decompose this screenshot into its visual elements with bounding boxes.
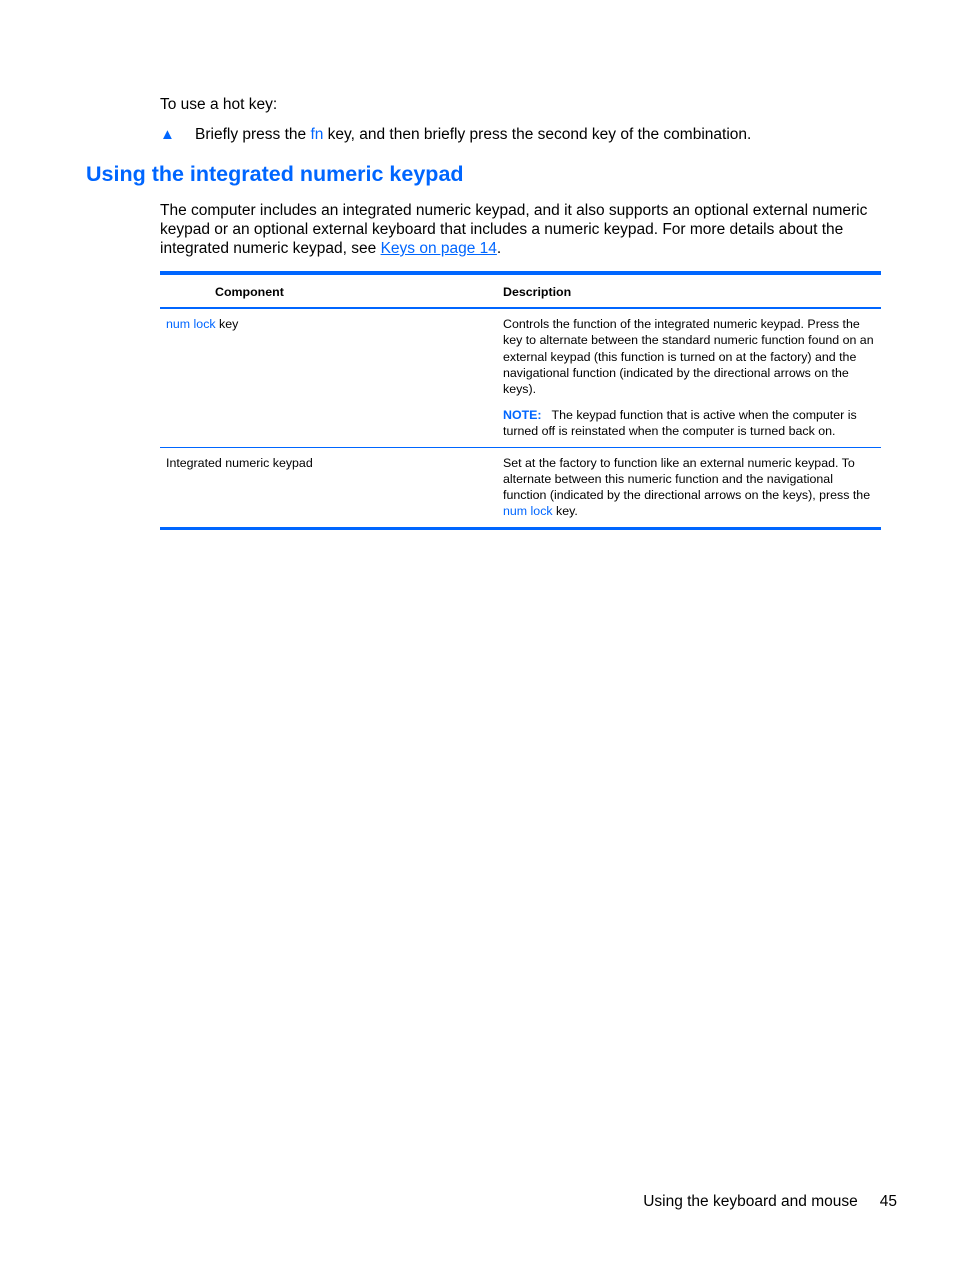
paragraph-end: .: [496, 240, 502, 257]
step-text: [195, 125, 751, 144]
component-table: [160, 271, 881, 530]
num-lock-key-label-2: num lock: [503, 504, 553, 519]
paragraph-text: The computer includes an integrated numeric keypad, and it also supports an optional external numeric keypad or an optional external keyboard that includes a numeric keypad. For more details about the integrated numeric keypad, see: [160, 202, 868, 257]
footer-section: Using the keyboard and mouse: [643, 1193, 858, 1210]
row1-component: [160, 308, 497, 447]
keys-page-link[interactable]: Keys on page 14: [380, 240, 497, 257]
page-number: 45: [879, 1193, 897, 1210]
header-component: Component: [160, 273, 497, 308]
fn-key-label: fn: [310, 126, 324, 143]
note-block: [503, 407, 875, 439]
table-row: [160, 447, 881, 529]
section-heading: Using the integrated numeric keypad: [86, 162, 464, 186]
triangle-bullet-icon: ▲: [160, 126, 175, 143]
page-footer: [643, 1192, 897, 1211]
table-header-row: [160, 273, 881, 308]
note-label: NOTE:: [503, 408, 542, 423]
intro-text: To use a hot key:: [160, 96, 278, 113]
row2-description: [497, 447, 881, 529]
step-text-after: key, and then briefly press the second key of the combination.: [323, 126, 752, 143]
section-paragraph: [160, 201, 880, 258]
num-lock-key-label: num lock: [166, 317, 216, 332]
row1-description: [497, 308, 881, 447]
row2-description-after: key.: [552, 504, 578, 519]
row1-component-rest: key: [215, 317, 239, 332]
step-text-before: Briefly press the: [195, 126, 311, 143]
row1-description-text: Controls the function of the integrated numeric keypad. Press the key to alternate between the standard numeric function found on an external keypad (this function is turned on at the factory) and the navigational function (indicated by the directional arrows on the keys).: [503, 317, 874, 397]
table-row: [160, 308, 881, 447]
row2-description-before: Set at the factory to function like an external numeric keypad. To alternate between this numeric function and the navigational function (indicated by the directional arrows on the keys), press the: [503, 455, 871, 503]
row2-component: Integrated numeric keypad: [160, 447, 497, 529]
header-description: Description: [497, 273, 881, 308]
note-text: The keypad function that is active when the computer is turned off is reinstated when the computer is turned back on.: [503, 408, 857, 439]
